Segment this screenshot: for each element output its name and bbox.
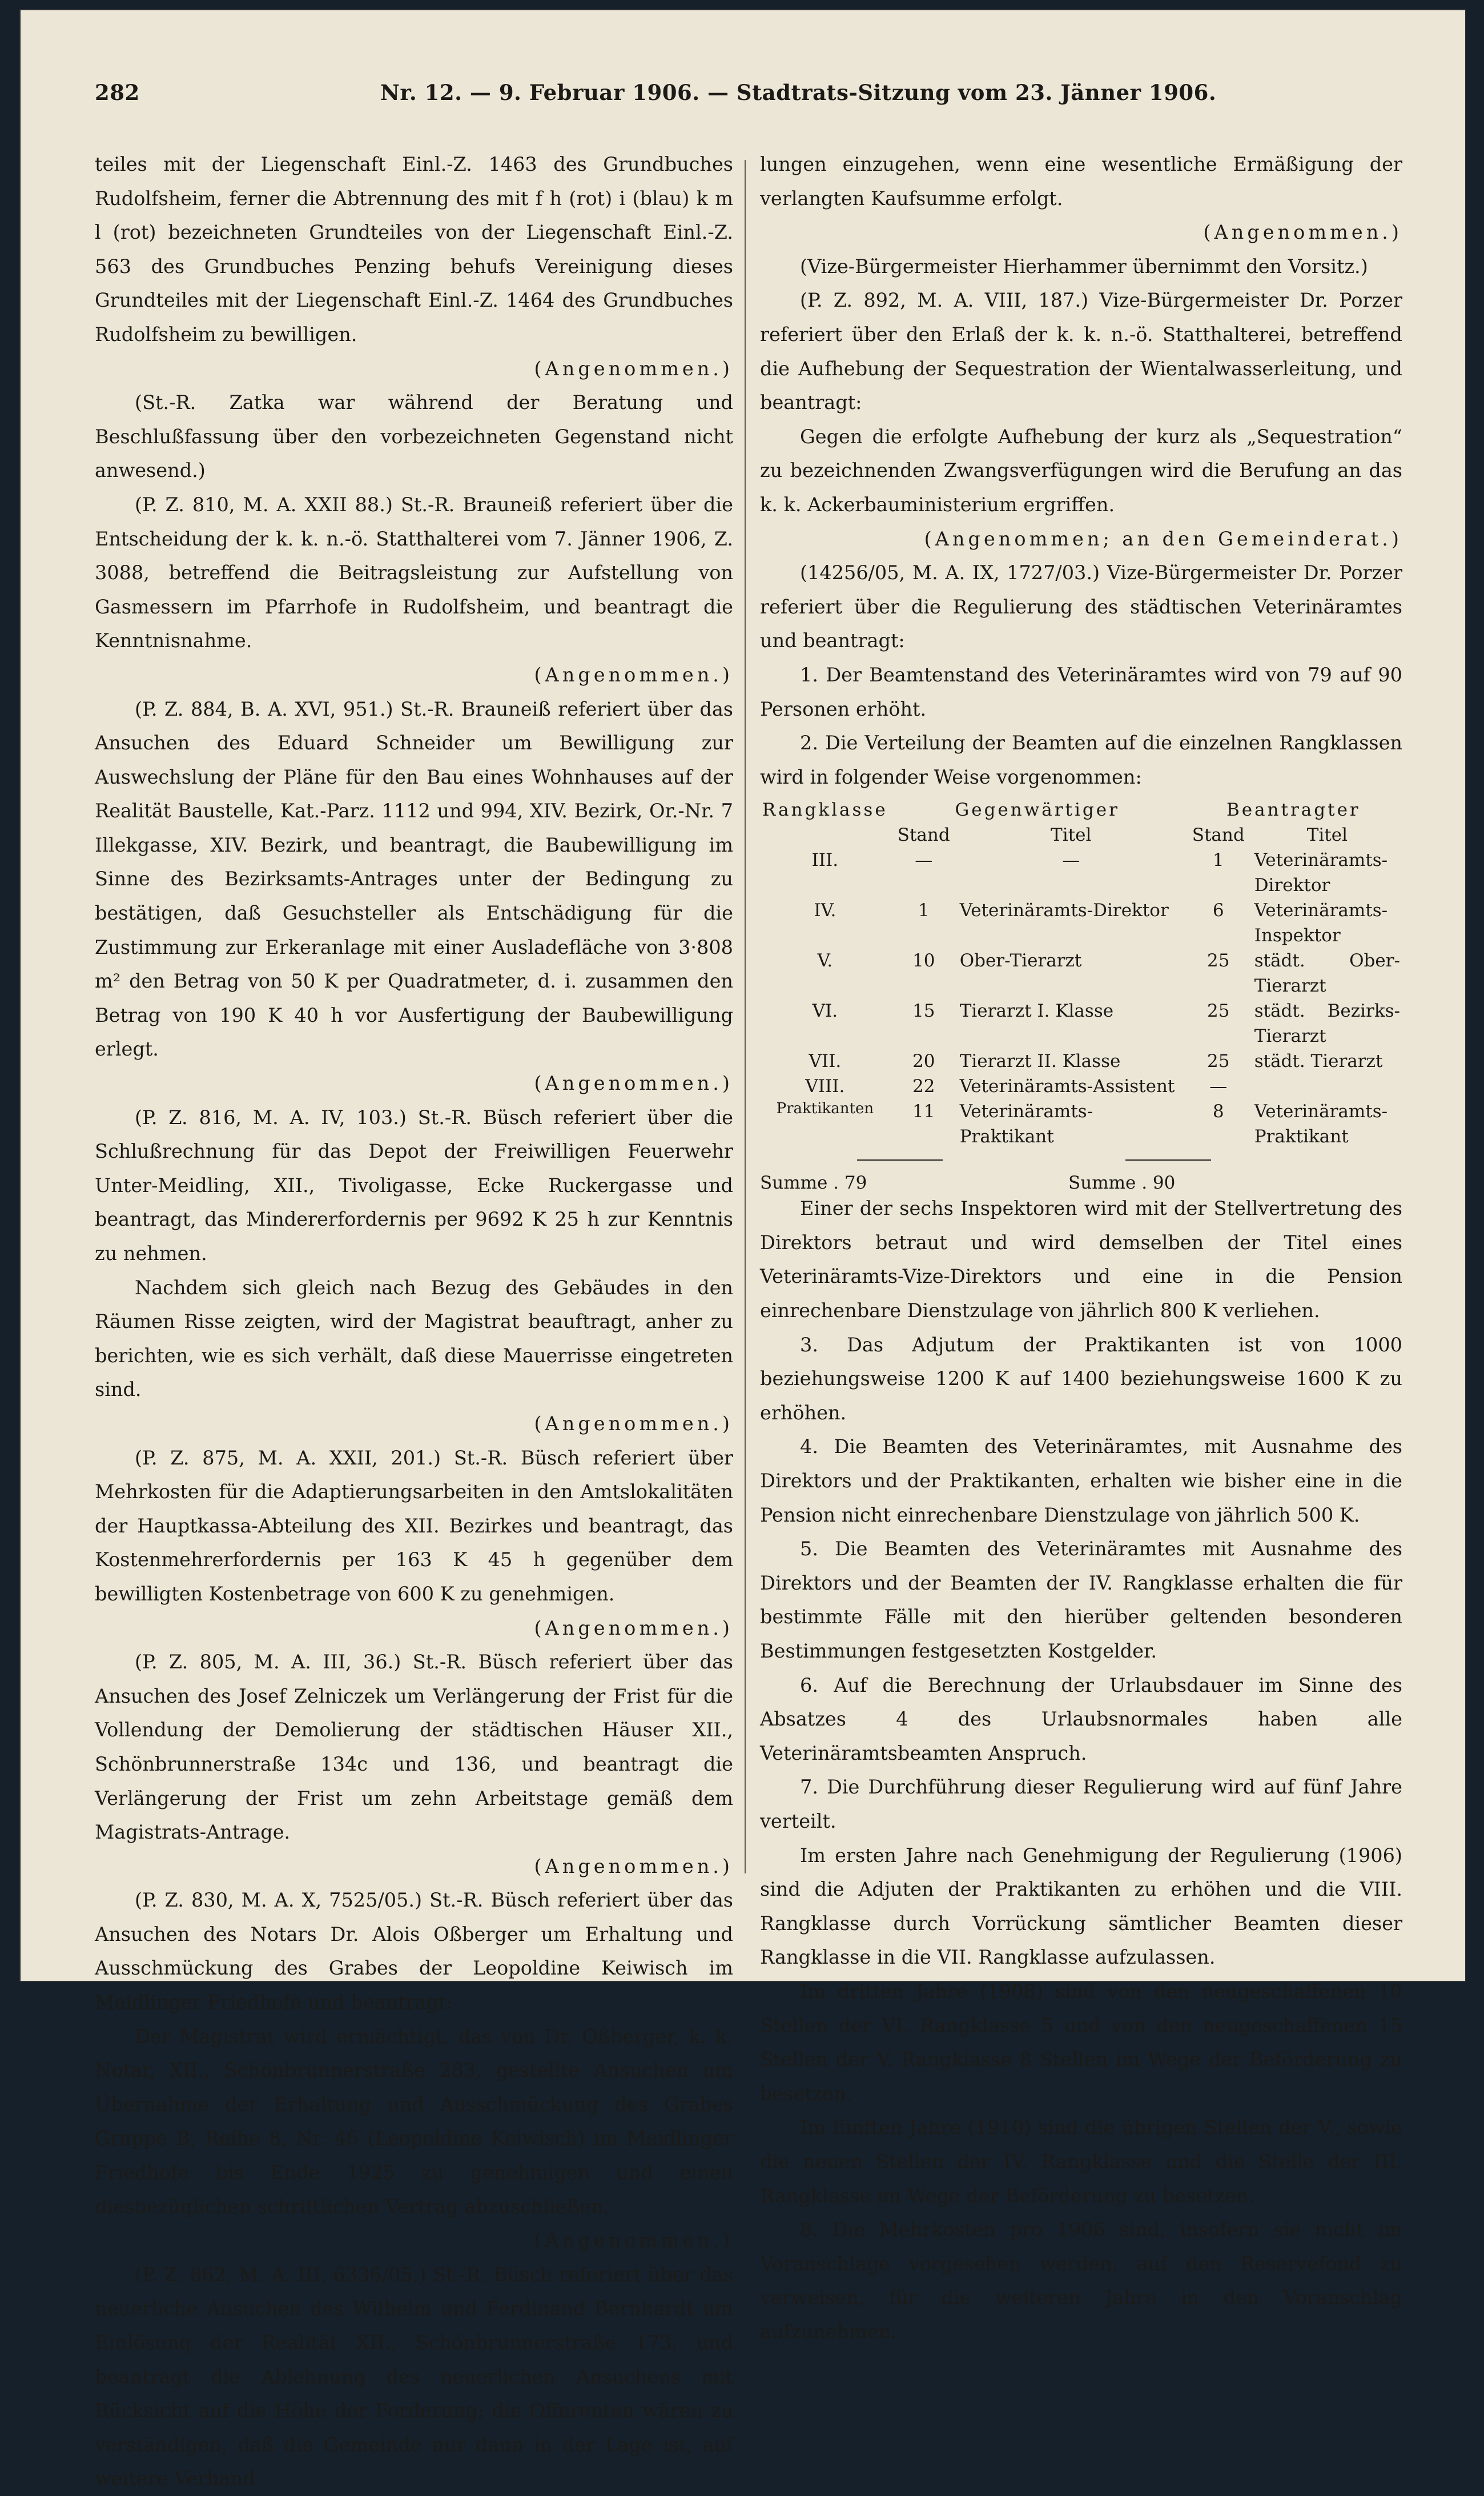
paragraph: Gegen die erfolgte Aufhebung der kurz als „Sequestration“ zu bezeichnenden Zwangsverfügungen wird die Berufung an das k. k. Ackerbauministerium ergriffen. [760, 425, 1402, 516]
table-cell: 1 [918, 900, 930, 921]
table-cell: Veterinäramts-Praktikant [959, 1101, 1093, 1147]
table-cell: III. [811, 850, 839, 871]
resolution-note: (Angenommen.) [534, 357, 733, 380]
sum-proposed: Summe . 90 [1068, 1173, 1176, 1194]
table-cell: 20 [912, 1051, 935, 1072]
table-row [760, 948, 1402, 998]
table-cell: Veterinäramts-Inspektor [1254, 900, 1388, 946]
sum-rule [1125, 1159, 1211, 1161]
resolution-note: (Angenommen.) [1203, 221, 1402, 244]
table-cell: Tierarzt I. Klasse [959, 1001, 1114, 1022]
paragraph: (St.-R. Zatka war während der Beratung und Beschlußfassung über den vorbezeichneten Gegenstand nicht anwesend.) [95, 391, 733, 482]
rank-table [760, 797, 1402, 1149]
column-header: Stand [1192, 825, 1245, 846]
paragraph: (P. Z. 892, M. A. VIII, 187.) Vize-Bürgermeister Dr. Porzer referiert über den Erlaß der k. k. n.-ö. Statthalterei, betreffend die Aufhebung der Sequestration der Wientalwasserleitung, und beantragt: [760, 289, 1402, 414]
resolution-note: (Angenommen.) [534, 1855, 733, 1877]
paragraph: (P. Z. 816, M. A. IV, 103.) St.-R. Büsch referiert über die Schlußrechnung für das Depot der Freiwilligen Feuerwehr Unter-Meidling, XII., Tivoligasse, Ecke Ruckergasse und beantragt, das Mindererfordernis per 9692 K 25 h zur Kenntnis zu nehmen. [95, 1106, 733, 1265]
paragraph: 5. Die Beamten des Veterinäramtes mit Ausnahme des Direktors und der Beamten der IV. Rangklasse erhalten die für bestimmte Fälle mit den hierüber geltenden besonderen Bestimmungen festgesetzten Kostgelder. [760, 1538, 1402, 1662]
table-cell: — [915, 850, 933, 871]
resolution-note: (Angenommen.) [534, 2229, 733, 2252]
table-cell: 1 [1212, 850, 1224, 871]
table-cell: Tierarzt II. Klasse [959, 1051, 1121, 1072]
resolution-note: (Angenommen.) [534, 1072, 733, 1095]
table-row [760, 1074, 1402, 1099]
table-header-row [760, 797, 1402, 822]
resolution-note: (Angenommen; an den Gemeinderat.) [924, 527, 1402, 550]
column-header: Titel [1051, 825, 1092, 846]
paragraph: 3. Das Adjutum der Praktikanten ist von 1000 beziehungsweise 1200 K auf 1400 beziehungsweise 1600 K zu erhöhen. [760, 1333, 1402, 1424]
table-cell: V. [817, 950, 833, 972]
table-cell: IV. [814, 900, 836, 921]
sum-rule [857, 1159, 943, 1161]
table-row [760, 1099, 1402, 1149]
table-cell: 25 [1206, 950, 1230, 972]
table-cell: städt. Tierarzt [1254, 1051, 1383, 1072]
paragraph: 8. Die Mehrkosten pro 1906 sind, insofern sie nicht im Voranschlage vorgesehen werden, auf den Reservefond zu verweisen, für die weiteren Jahre in den Voranschlag aufzunehmen. [760, 2218, 1402, 2343]
paragraph: (14256/05, M. A. IX, 1727/03.) Vize-Bürgermeister Dr. Porzer referiert über die Regulierung des städtischen Veterinäramtes und beantragt: [760, 561, 1402, 652]
column-header: Beantragter [1226, 800, 1361, 821]
newspaper-page [21, 10, 1465, 2490]
table-cell: städt. Ober-Tierarzt [1254, 950, 1400, 997]
resolution-note: (Angenommen.) [534, 663, 733, 686]
table-cell: Ober-Tierarzt [959, 950, 1082, 972]
paragraph: Im dritten Jahre (1908) sind von den neugeschaffenen 10 Stellen der VI. Rangklasse 5 und von den neugeschaffenen 15 Stellen der V. Rangklasse 8 Stellen im Wege der Beförderung zu besetzen. [760, 1980, 1402, 2105]
table-cell: städt. Bezirks-Tierarzt [1254, 1001, 1400, 1047]
table-cell: 22 [912, 1076, 935, 1097]
paragraph: (P. Z. 805, M. A. III, 36.) St.-R. Büsch referiert über das Ansuchen des Josef Zelniczek um Verlängerung der Frist für die Vollendung der Demolierung der städtischen Häuser XII., Schönbrunnerstraße 134c und 136, und beantragt die Verlängerung der Frist um zehn Arbeitstage gemäß dem Magistrats-Antrage. [95, 1651, 733, 1844]
table-cell: 25 [1206, 1001, 1230, 1022]
table-cell: VIII. [805, 1076, 845, 1097]
paragraph: 7. Die Durchführung dieser Regulierung wird auf fünf Jahre verteilt. [760, 1776, 1402, 1832]
paragraph: 6. Auf die Berechnung der Urlaubsdauer im Sinne des Absatzes 4 des Urlaubsnormales haben alle Veterinäramtsbeamten Anspruch. [760, 1674, 1402, 1764]
paragraph: (P. Z. 875, M. A. XXII, 201.) St.-R. Büsch referiert über Mehrkosten für die Adaptierungsarbeiten in den Amtslokalitäten der Hauptkassa-Abteilung des XII. Bezirkes und beantragt, das Kostenmehrerfordernis per 163 K 45 h gegenüber dem bewilligten Kostenbetrage von 600 K zu genehmigen. [95, 1446, 733, 1605]
table-cell: VII. [809, 1051, 842, 1072]
sum-current: Summe . 79 [760, 1173, 867, 1194]
table-subheader-row [760, 822, 1402, 848]
table-cell: — [1209, 1076, 1228, 1097]
paragraph: Im ersten Jahre nach Genehmigung der Regulierung (1906) sind die Adjuten der Praktikanten zu erhöhen und die VIII. Rangklasse durch Vorrückung sämtlicher Beamten dieser Rangklasse in die VII. Rangklasse aufzulassen. [760, 1844, 1402, 1969]
paragraph: lungen einzugehen, wenn eine wesentliche Ermäßigung der verlangten Kaufsumme erfolgt. [760, 153, 1402, 210]
page-number: 282 [95, 80, 140, 105]
table-cell: 15 [912, 1001, 935, 1022]
table-row [760, 848, 1402, 898]
paragraph: (P. Z. 862, M. A. III, 6336/05.) St.-R. Büsch referiert über das neuerliche Ansuchen des Wilhelm und Ferdinand Bernhardt um Einlösung der Realität XII., Schönbrunnerstraße 173, und beantragt die Ablehnung des neuerlichen Ansuchens mit Rücksicht auf die Höhe der Forderung; die Offerenten wären zu verständigen, daß die Gemeinde nur dann in der Lage ist, auf weitere Verhand- [95, 2263, 733, 2490]
table-sums [760, 1149, 1402, 1194]
table-cell: 6 [1212, 900, 1224, 921]
table-row [760, 898, 1402, 948]
table-cell: Veterinäramts-Direktor [1254, 850, 1388, 896]
table-cell [1252, 1074, 1402, 1099]
table-cell: 8 [1212, 1101, 1224, 1122]
paragraph: Einer der sechs Inspektoren wird mit der Stellvertretung des Direktors betraut und wird demselben der Titel eines Veterinäramts-Vize-Direktors und eine in die Pension einrechenbare Dienstzulage von jährlich 800 K verliehen. [760, 1197, 1402, 1322]
left-column [95, 147, 733, 2496]
column-header: Rangklasse [762, 800, 888, 821]
paragraph: (P. Z. 830, M. A. X, 7525/05.) St.-R. Büsch referiert über das Ansuchen des Notars Dr. Alois Oßberger um Erhaltung und Ausschmückung des Grabes der Leopoldine Keiwisch im Meidlinger Friedhofe und beantragt: [95, 1889, 733, 2014]
table-cell: Veterinäramts-Assistent [959, 1076, 1175, 1097]
right-column [760, 147, 1402, 2349]
column-header: Titel [1306, 825, 1348, 846]
paragraph: Im fünften Jahre (1910) sind die übrigen Stellen der V., sowie die neuen Stellen der IV. Rangklasse und die Stelle der III. Rangklasse im Wege der Beförderung zu besetzen. [760, 2116, 1402, 2207]
table-cell: VI. [812, 1001, 838, 1022]
table-cell: 11 [912, 1101, 935, 1122]
paragraph: (P. Z. 884, B. A. XVI, 951.) St.-R. Brauneiß referiert über das Ansuchen des Eduard Schneider um Bewilligung zur Auswechslung der Pläne für den Bau eines Wohnhauses auf der Realität Baustelle, Kat.-Parz. 1112 und 994, XIV. Bezirk, Or.-Nr. 7 Illekgasse, XIV. Bezirk, und beantragt, die Baubewilligung im Sinne des Bezirksamts-Antrages unter der Bedingung zu bestätigen, daß Gesuchsteller als Entschädigung für die Zustimmung zur Erkeranlage mit einer Ausladefläche von 3·808 m² den Betrag von 50 K per Quadratmeter, d. i. zusammen den Betrag von 190 K 40 h vor Ausfertigung der Baubewilligung erlegt. [95, 697, 733, 1061]
paragraph: (Vize-Bürgermeister Hierhammer übernimmt den Vorsitz.) [800, 255, 1368, 278]
table-cell: 10 [912, 950, 935, 972]
column-header: Stand [897, 825, 950, 846]
resolution-note: (Angenommen.) [534, 1412, 733, 1435]
resolution-note: (Angenommen.) [534, 1616, 733, 1639]
column-divider [745, 160, 746, 1873]
paragraph: Nachdem sich gleich nach Bezug des Gebäudes in den Räumen Risse zeigten, wird der Magistrat beauftragt, anher zu berichten, wie es sich verhält, daß diese Mauerrisse eingetreten sind. [95, 1276, 733, 1401]
running-title: Nr. 12. — 9. Februar 1906. — Stadtrats-Sitzung vom 23. Jänner 1906. [380, 80, 1217, 105]
table-cell: Veterinäramts-Direktor [959, 900, 1169, 921]
paragraph: teiles mit der Liegenschaft Einl.-Z. 1463 des Grundbuches Rudolfsheim, ferner die Abtrennung des mit f h (rot) i (blau) k m l (rot) bezeichneten Grundteiles von der Liegenschaft Einl.-Z. 563 des Grundbuches Penzing behufs Vereinigung dieses Grundteiles mit der Liegenschaft Einl.-Z. 1464 des Grundbuches Rudolfsheim zu bewilligen. [95, 153, 733, 346]
paragraph: (P. Z. 810, M. A. XXII 88.) St.-R. Brauneiß referiert über die Entscheidung der k. k. n.-ö. Statthalterei vom 7. Jänner 1906, Z. 3088, betreffend die Beitragsleistung zur Aufstellung von Gasmessern im Pfarrhofe in Rudolfsheim, und beantragt die Kenntnisnahme. [95, 493, 733, 652]
table-row [760, 998, 1402, 1049]
table-row [760, 1049, 1402, 1074]
table-cell: Praktikanten [776, 1100, 874, 1118]
paragraph: 2. Die Verteilung der Beamten auf die einzelnen Rangklassen wird in folgender Weise vorgenommen: [760, 732, 1402, 788]
table-cell: — [1062, 850, 1080, 871]
table-cell: 25 [1206, 1051, 1230, 1072]
table-cell: Veterinäramts-Praktikant [1254, 1101, 1388, 1147]
page-header [95, 74, 1391, 109]
paragraph: Der Magistrat wird ermächtigt, das von Dr. Oßberger, k. k. Notar, XII., Schönbrunnerstraße 283, gestellte Ansuchen um Übernahme der Erhaltung und Ausschmückung des Grabes Gruppe B, Reihe 8, Nr. 46 (Leopoldine Keiwisch) im Meidlinger Friedhofe bis Ende 1925 zu genehmigen und einen diesbezüglichen schriftlichen Vertrag abzuschließen. [95, 2025, 733, 2218]
paragraph: 4. Die Beamten des Veterinäramtes, mit Ausnahme des Direktors und der Praktikanten, erhalten wie bisher eine in die Pension nicht einrechenbare Dienstzulage von jährlich 500 K. [760, 1435, 1402, 1526]
paragraph: 1. Der Beamtenstand des Veterinäramtes wird von 79 auf 90 Personen erhöht. [760, 663, 1402, 720]
column-header: Gegenwärtiger [955, 800, 1120, 821]
